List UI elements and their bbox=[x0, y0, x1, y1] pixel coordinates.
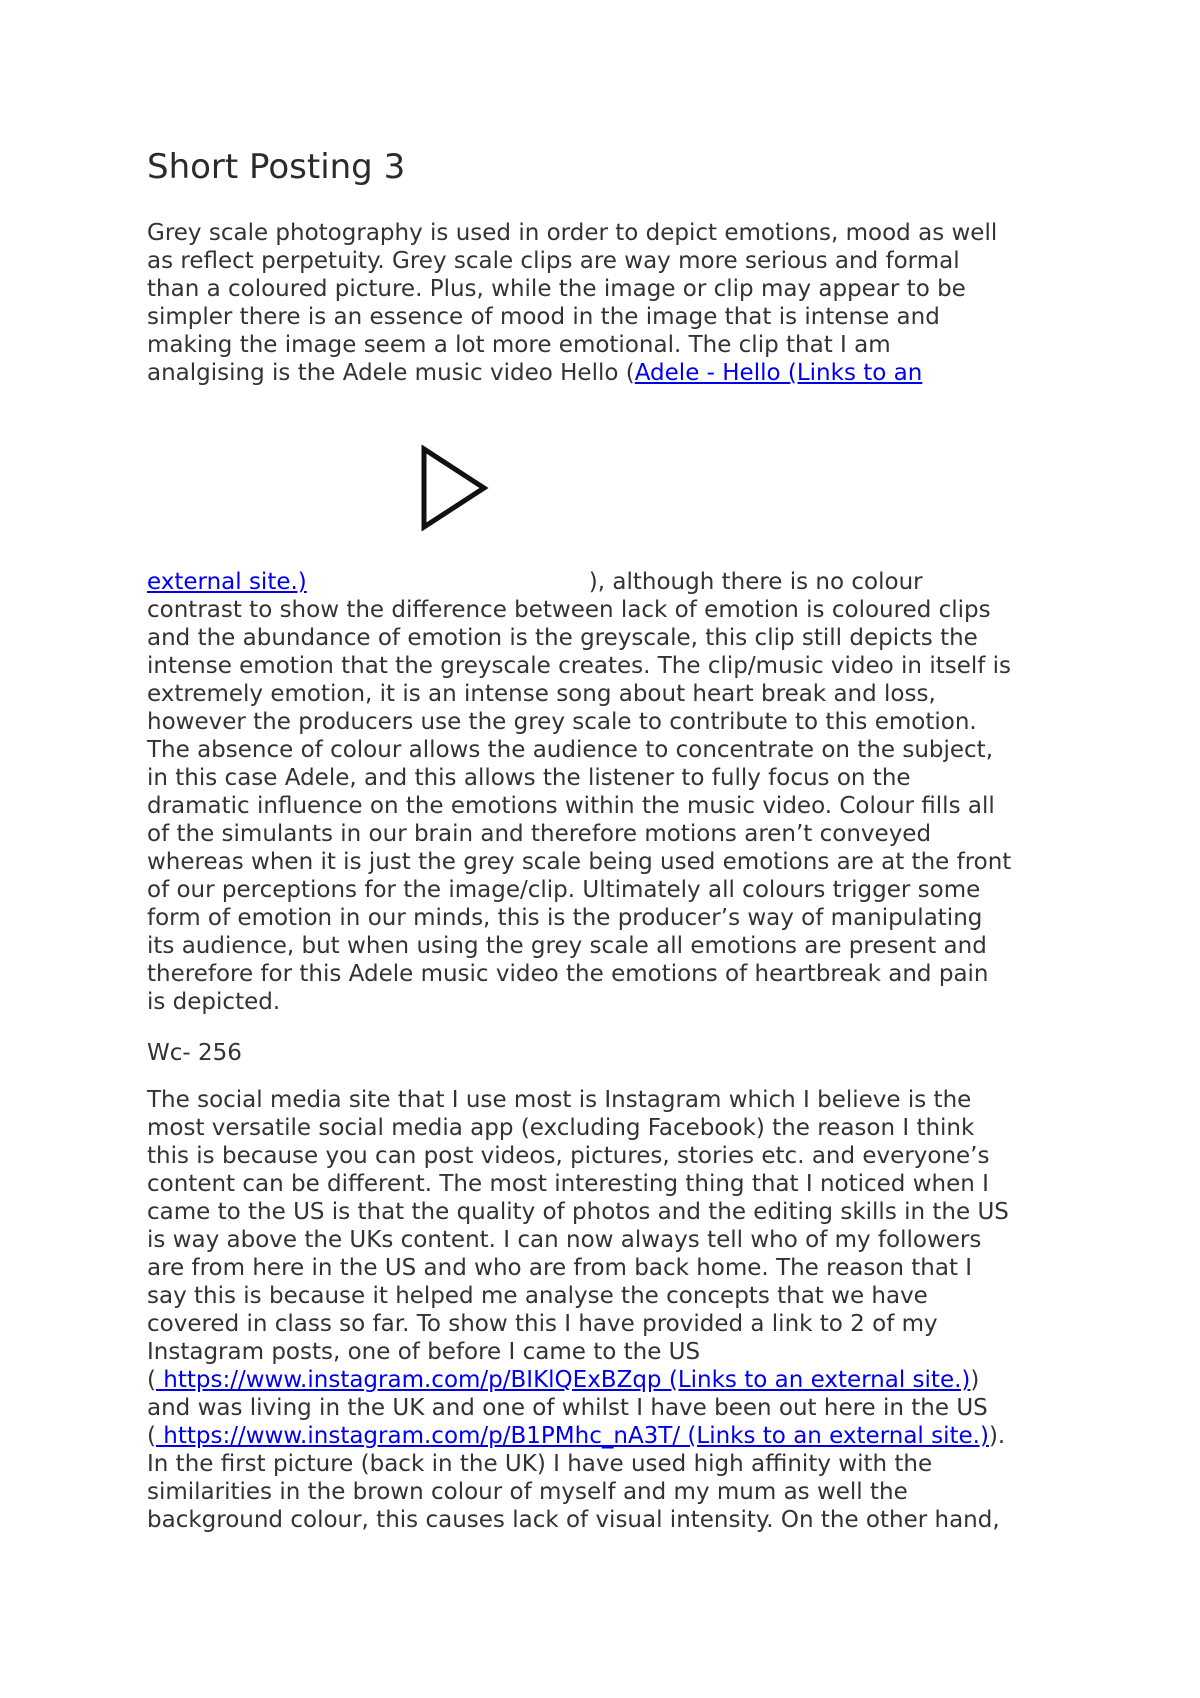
text-line: extremely emotion, it is an intense song about heart break and loss, bbox=[147, 681, 936, 707]
text-fragment: analgising is the Adele music video Hello ( bbox=[147, 360, 635, 386]
play-icon bbox=[420, 445, 490, 531]
text-line: is depicted. bbox=[147, 989, 281, 1015]
text-line bbox=[147, 359, 1107, 387]
text-line: similarities in the brown colour of myself and my mum as well the bbox=[147, 1479, 908, 1505]
paragraph-analysis bbox=[147, 568, 1107, 1016]
text-line: this is because you can post videos, pictures, stories etc. and everyone’s bbox=[147, 1143, 990, 1169]
text-line: contrast to show the difference between lack of emotion is coloured clips bbox=[147, 597, 991, 623]
text-line: Instagram posts, one of before I came to the US bbox=[147, 1339, 701, 1365]
text-line: dramatic influence on the emotions within the music video. Colour fills all bbox=[147, 793, 995, 819]
text-line: and was living in the UK and one of whilst I have been out here in the US bbox=[147, 1395, 988, 1421]
text-line: most versatile social media app (excluding Facebook) the reason I think bbox=[147, 1115, 975, 1141]
text-line: however the producers use the grey scale to contribute to this emotion. bbox=[147, 709, 977, 735]
adele-hello-link-continued[interactable]: external site.) bbox=[147, 569, 307, 595]
text-line: say this is because it helped me analyse the concepts that we have bbox=[147, 1283, 928, 1309]
text-line: simpler there is an essence of mood in the image that is intense and bbox=[147, 304, 940, 330]
text-line: making the image seem a lot more emotional. The clip that I am bbox=[147, 332, 891, 358]
adele-hello-link[interactable]: Adele - Hello (Links to an bbox=[634, 360, 923, 386]
text-line: its audience, but when using the grey scale all emotions are present and bbox=[147, 933, 987, 959]
text-line: form of emotion in our minds, this is the producer’s way of manipulating bbox=[147, 905, 983, 931]
text-line: is way above the UKs content. I can now always tell who of my followers bbox=[147, 1227, 982, 1253]
text-line: than a coloured picture. Plus, while the image or clip may appear to be bbox=[147, 276, 966, 302]
text-line: The social media site that I use most is Instagram which I believe is the bbox=[147, 1087, 972, 1113]
page-title: Short Posting 3 bbox=[147, 147, 406, 187]
text-line: Grey scale photography is used in order to depict emotions, mood as well bbox=[147, 220, 998, 246]
paragraph-intro bbox=[147, 219, 1107, 387]
word-count bbox=[147, 1039, 1107, 1067]
text-fragment: ) bbox=[970, 1367, 980, 1393]
text-fragment: ), although there is no colour bbox=[588, 569, 923, 595]
text-line bbox=[147, 568, 1107, 596]
text-line bbox=[147, 1422, 1107, 1450]
text-line: as reflect perpetuity. Grey scale clips are way more serious and formal bbox=[147, 248, 960, 274]
text-line: The absence of colour allows the audience to concentrate on the subject, bbox=[147, 737, 994, 763]
text-line: and the abundance of emotion is the greyscale, this clip still depicts the bbox=[147, 625, 978, 651]
text-line: covered in class so far. To show this I have provided a link to 2 of my bbox=[147, 1311, 938, 1337]
text-line: intense emotion that the greyscale creates. The clip/music video in itself is bbox=[147, 653, 1012, 679]
word-count-text: Wc- 256 bbox=[147, 1040, 242, 1066]
text-line bbox=[147, 1366, 1107, 1394]
text-line: came to the US is that the quality of photos and the editing skills in the US bbox=[147, 1199, 1009, 1225]
text-fragment: ( bbox=[147, 1423, 156, 1449]
text-fragment: ( bbox=[147, 1367, 156, 1393]
text-line: are from here in the US and who are from back home. The reason that I bbox=[147, 1255, 973, 1281]
instagram-link-uk[interactable]: https://www.instagram.com/p/BIKlQExBZqp (Links to an external site.) bbox=[155, 1367, 971, 1393]
text-line: of our perceptions for the image/clip. Ultimately all colours trigger some bbox=[147, 877, 981, 903]
video-play-button[interactable] bbox=[420, 445, 490, 531]
paragraph-instagram bbox=[147, 1086, 1107, 1534]
text-fragment: ). bbox=[988, 1423, 1006, 1449]
text-line: background colour, this causes lack of visual intensity. On the other hand, bbox=[147, 1507, 1000, 1533]
text-line: In the first picture (back in the UK) I have used high affinity with the bbox=[147, 1451, 933, 1477]
instagram-link-us[interactable]: https://www.instagram.com/p/B1PMhc_nA3T/ (Links to an external site.) bbox=[155, 1423, 989, 1449]
text-line: content can be different. The most interesting thing that I noticed when I bbox=[147, 1171, 989, 1197]
text-line: whereas when it is just the grey scale being used emotions are at the front bbox=[147, 849, 1012, 875]
text-line: therefore for this Adele music video the emotions of heartbreak and pain bbox=[147, 961, 989, 987]
text-line: in this case Adele, and this allows the listener to fully focus on the bbox=[147, 765, 911, 791]
text-line: of the simulants in our brain and therefore motions aren’t conveyed bbox=[147, 821, 932, 847]
